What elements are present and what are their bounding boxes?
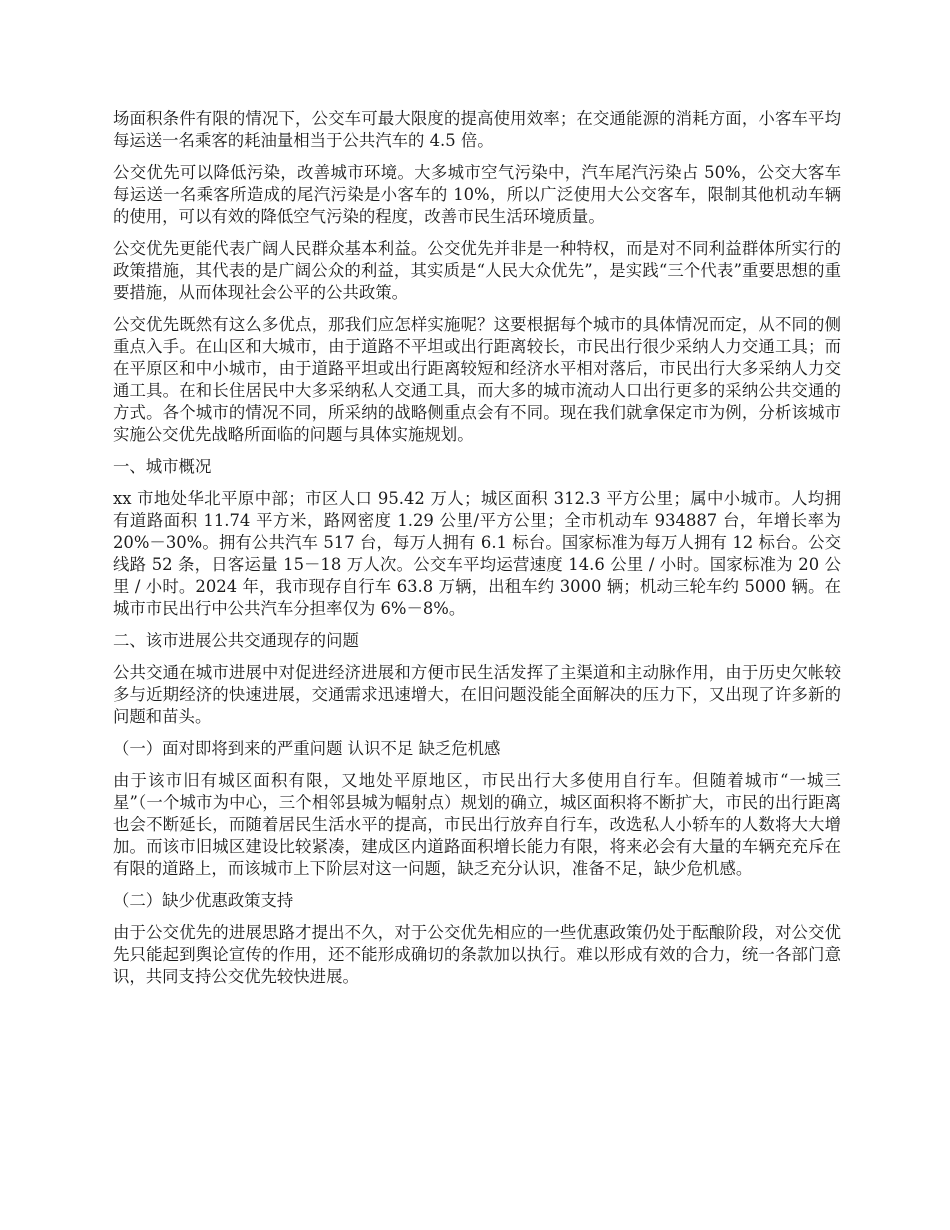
subheading-lack-of-awareness: （一）面对即将到来的严重问题 认识不足 缺乏危机感 — [113, 739, 501, 758]
paragraph-awareness-detail: 由于该市旧有城区面积有限，又地处平原地区，市民出行大多使用自行车。但随着城市“一城三星”（一个城市为中心，三个相邻县城为幅射点）规划的确立，城区面积将不断扩大，市民的出行距离也会不断延长，而随着居民生活水平的提高，市民出行放弃自行车，改选私人小轿车的人数将大大增加。而该市旧城区建设比较紧凑，建成区内道路面积增长能力有限，将来必会有大量的车辆充充斥在有限的道路上，而该城市上下阶层对这一问题，缺乏充分认识，准备不足，缺少危机感。 — [113, 771, 841, 878]
section-heading-city-overview: 一、城市概况 — [113, 457, 212, 476]
paragraph-efficiency: 场面积条件有限的情况下，公交车可最大限度的提高使用效率；在交通能源的消耗方面，小客车平均每运送一名乘客的耗油量相当于公共汽车的 4.5 倍。 — [113, 109, 841, 150]
paragraph-policy-detail: 由于公交优先的进展思路才提出不久，对于公交优先相应的一些优惠政策仍处于酝酿阶段，对公交优先只能起到舆论宣传的作用，还不能形成确切的条款加以执行。难以形成有效的合力，统一各部门意识，共同支持公交优先较快进展。 — [113, 923, 841, 986]
section-heading-existing-problems: 二、该市进展公共交通现存的问题 — [113, 631, 359, 650]
paragraph-implementation: 公交优先既然有这么多优点，那我们应怎样实施呢？这要根据每个城市的具体情况而定，从不同的侧重点入手。在山区和大城市，由于道路不平坦或出行距离较长，市民出行很少采纳人力交通工具；而在平原区和中小城市，由于道路平坦或出行距离较短和经济水平相对落后，市民出行大多采纳人力交通工具。在和长住居民中大多采纳私人交通工具，而大多的城市流动人口出行更多的采纳公共交通的方式。各个城市的情况不同，所采纳的战略侧重点会有不同。现在我们就拿保定市为例，分析该城市实施公交优先战略所面临的问题与具体实施规划。 — [113, 315, 841, 444]
subheading-lack-of-policy: （二）缺少优惠政策支持 — [113, 891, 294, 910]
document-body — [113, 108, 841, 998]
paragraph-pollution: 公交优先可以降低污染，改善城市环境。大多城市空气污染中，汽车尾汽污染占 50%，公交大客车每运送一名乘客所造成的尾汽污染是小客车的 10%，所以广泛使用大公交客车，限制其他机动车辆的使用，可以有效的降低空气污染的程度，改善市民生活环境质量。 — [113, 163, 841, 226]
paragraph-city-statistics: xx 市地处华北平原中部；市区人口 95.42 万人；城区面积 312.3 平方公里；属中小城市。人均拥有道路面积 11.74 平方米，路网密度 1.29 公里/平方公里；全市机动车 934887 台，年增长率为 20%－30%。拥有公共汽车 517 台，每万人拥有 6.1 标台。国家标准为每万人拥有 12 标台。公交线路 52 条，日客运量 15－18 万人次。公交车平均运营速度 14.6 公里 / 小时。国家标准为 20 公里 / 小时。2024 年，我市现存自行车 63.8 万辆，出租车约 3000 辆；机动三轮车约 5000 辆。在城市市民出行中公共汽车分担率仅为 6%－8%。 — [113, 489, 841, 618]
paragraph-problems-intro: 公共交通在城市进展中对促进经济进展和方便市民生活发挥了主渠道和主动脉作用，由于历史欠帐较多与近期经济的快速进展，交通需求迅速增大，在旧问题没能全面解决的压力下，又出现了许多新的问题和苗头。 — [113, 663, 841, 726]
paragraph-public-interest: 公交优先更能代表广阔人民群众基本利益。公交优先并非是一种特权，而是对不同利益群体所实行的政策措施，其代表的是广阔公众的利益，其实质是“人民大众优先”，是实践“三个代表”重要思想的重要措施，从而体现社会公平的公共政策。 — [113, 239, 841, 302]
